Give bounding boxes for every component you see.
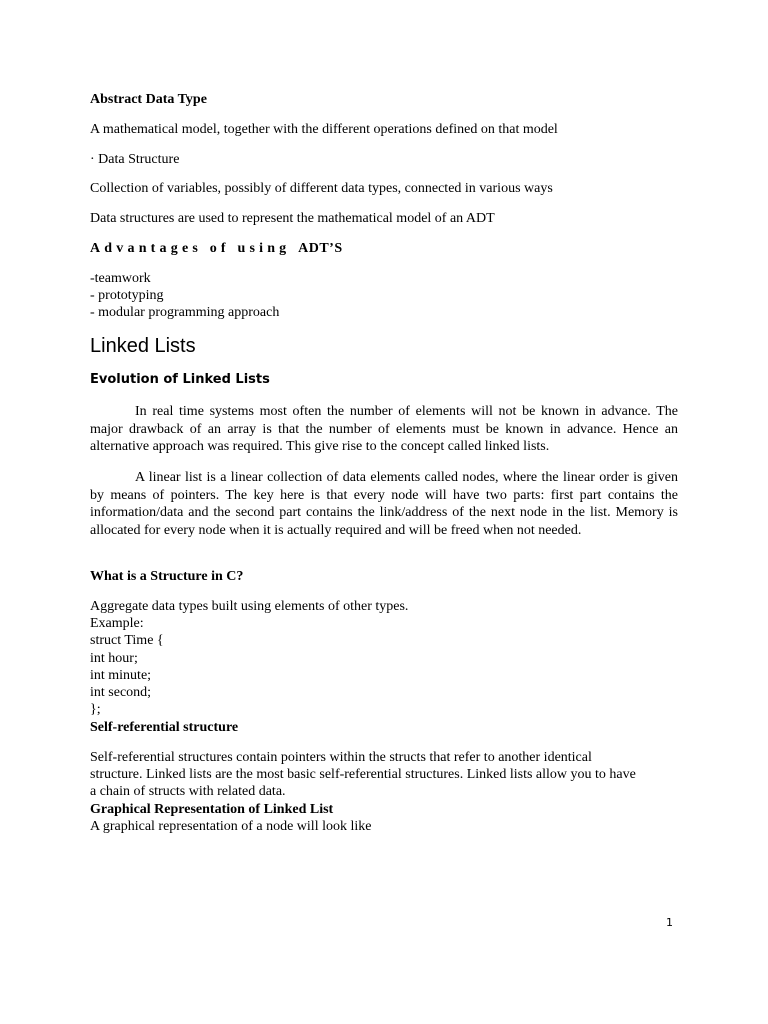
evolution-heading: Evolution of Linked Lists xyxy=(90,372,270,387)
graphical-line: A graphical representation of a node will look like xyxy=(90,819,372,834)
advantages-heading-spaced: Advantages of using xyxy=(90,241,291,256)
self-referential-heading: Self-referential structure xyxy=(90,720,239,735)
advantage-item: - prototyping xyxy=(90,288,164,303)
structure-line: int minute; xyxy=(90,668,152,683)
self-referential-line: a chain of structs with related data. xyxy=(90,784,286,799)
linear-list-paragraph: A linear list is a linear collection of data elements called nodes, where the linear order is given by means of pointers. The key here is that every node will have two parts: first part contains the information/data and the second part contains the link/address of the next node in the list. Memory is allocated for every node when it is actually required and will be freed when not needed. xyxy=(90,470,678,538)
advantage-item: -teamwork xyxy=(90,271,151,286)
advantage-item: - modular programming approach xyxy=(90,305,280,320)
self-referential-line: structure. Linked lists are the most basic self-referential structures. Linked lists allow you to have xyxy=(90,767,636,782)
data-structure-definition: Collection of variables, possibly of different data types, connected in various ways xyxy=(90,181,553,196)
advantages-heading-tail: ADT’S xyxy=(298,241,343,256)
data-structure-bullet: · Data Structure xyxy=(90,152,180,167)
data-structure-usage: Data structures are used to represent the mathematical model of an ADT xyxy=(90,211,495,226)
structure-line: int hour; xyxy=(90,651,138,666)
structure-line: Example: xyxy=(90,616,144,631)
structure-line: Aggregate data types built using elements of other types. xyxy=(90,599,409,614)
page-number: 1 xyxy=(666,916,673,929)
structure-line: struct Time { xyxy=(90,633,164,648)
structure-line: int second; xyxy=(90,685,152,700)
advantages-heading xyxy=(90,240,343,257)
graphical-heading: Graphical Representation of Linked List xyxy=(90,802,334,817)
adt-heading: Abstract Data Type xyxy=(90,92,207,107)
self-referential-line: Self-referential structures contain pointers within the structs that refer to another identical xyxy=(90,750,592,765)
structure-line: }; xyxy=(90,702,101,717)
linked-lists-title: Linked Lists xyxy=(90,335,196,357)
adt-definition: A mathematical model, together with the different operations defined on that model xyxy=(90,122,558,137)
structure-heading: What is a Structure in C? xyxy=(90,569,244,584)
evolution-paragraph: In real time systems most often the number of elements will not be known in advance. The major drawback of an array is that the number of elements must be known in advance. Hence an alternative approach was required. This give rise to the concept called linked lists. xyxy=(90,404,678,454)
